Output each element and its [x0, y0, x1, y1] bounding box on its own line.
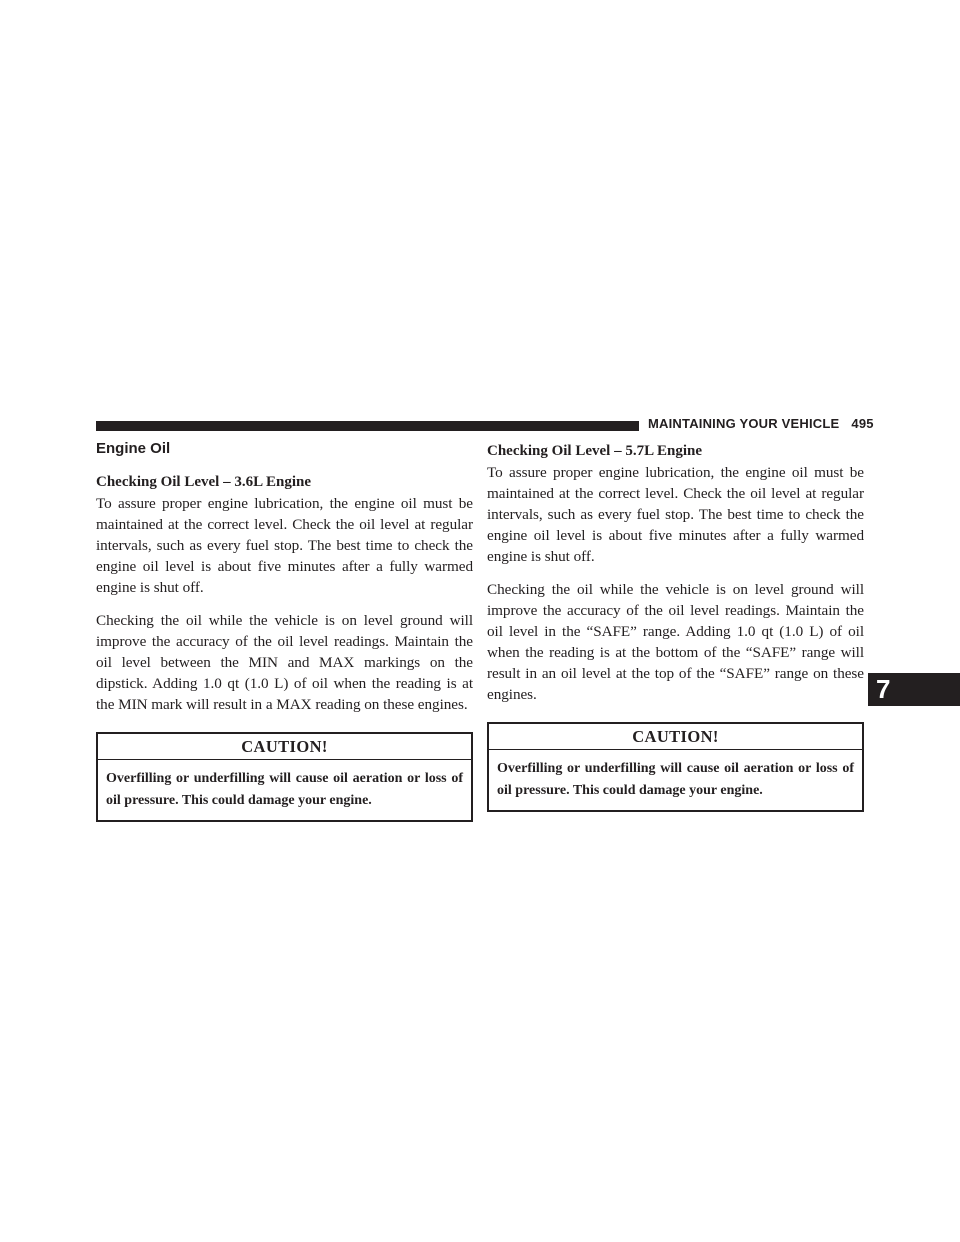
section-title: Engine Oil	[96, 440, 171, 457]
running-header	[648, 416, 874, 431]
chapter-tab	[868, 673, 960, 706]
caution-box	[487, 722, 864, 812]
paragraph: To assure proper engine lubrication, the engine oil must be maintained at the correct level. Check the oil level at regular intervals, such as every fuel stop. The best time to check the engine oil level is about five minutes after a fully warmed engine is shut off.	[96, 495, 473, 596]
caution-title: CAUTION!	[489, 724, 862, 750]
caution-title: CAUTION!	[98, 734, 471, 760]
paragraph: Checking the oil while the vehicle is on level ground will improve the accuracy of the oil level readings. Maintain the oil level between the MIN and MAX markings on the dipstick. Adding 1.0 qt (1.0 L) of oil when the reading is at the MIN mark will result in a MAX reading on these engines.	[96, 612, 473, 713]
paragraph: Checking the oil while the vehicle is on level ground will improve the accuracy of the oil level readings. Maintain the oil level in the “SAFE” range. Adding 1.0 qt (1.0 L) of oil when the reading is at the bottom of the “SAFE” range will result in an oil level at the top of the “SAFE” range on these engines.	[487, 581, 864, 703]
chapter-title: MAINTAINING YOUR VEHICLE	[648, 416, 840, 431]
caution-text: Overfilling or underfilling will cause oil aeration or loss of oil pressure. This could damage your engine.	[497, 761, 854, 798]
right-column	[487, 441, 864, 812]
caution-box	[96, 732, 473, 822]
subheading-5-7l: Checking Oil Level – 5.7L Engine	[487, 443, 703, 459]
paragraph: To assure proper engine lubrication, the engine oil must be maintained at the correct level. Check the oil level at regular intervals, such as every fuel stop. The best time to check the engine oil level is about five minutes after a fully warmed engine is shut off.	[487, 464, 864, 565]
chapter-tab-number: 7	[876, 674, 891, 704]
page-number: 495	[851, 416, 874, 431]
left-column	[96, 440, 473, 822]
subheading-3-6l: Checking Oil Level – 3.6L Engine	[96, 474, 312, 490]
header-rule	[96, 421, 639, 431]
caution-text: Overfilling or underfilling will cause oil aeration or loss of oil pressure. This could damage your engine.	[106, 771, 463, 808]
